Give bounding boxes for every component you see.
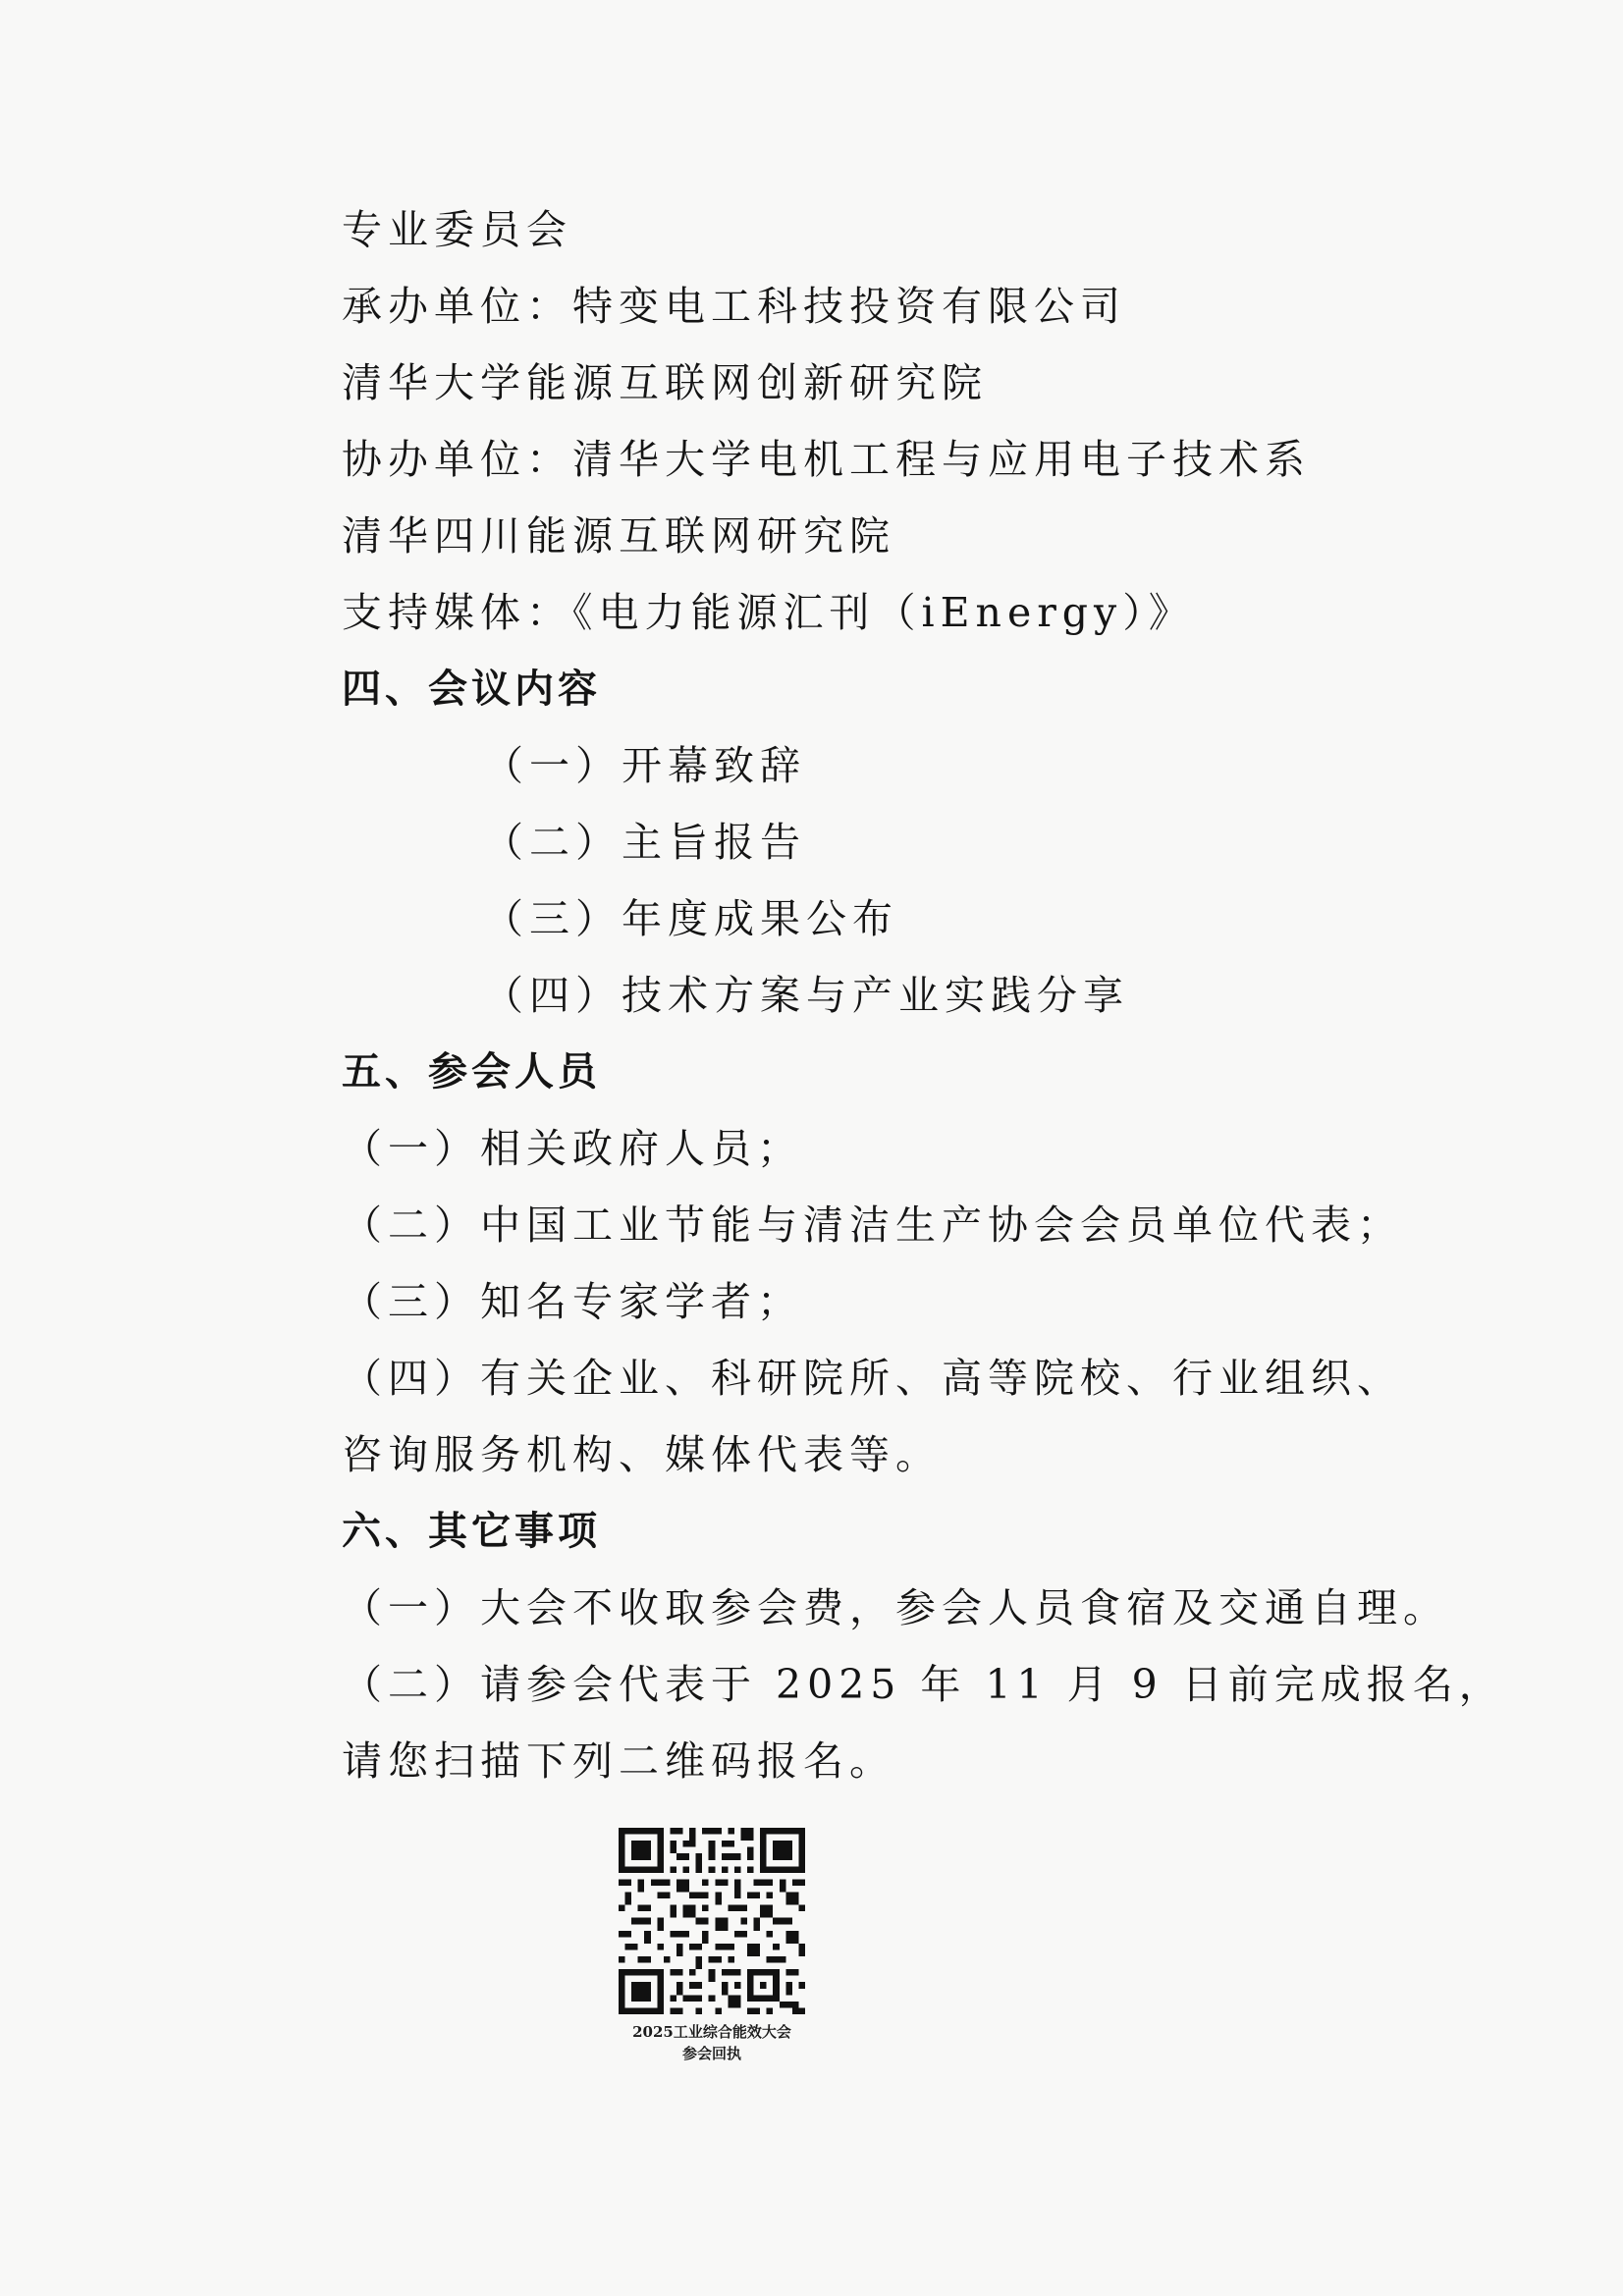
section-heading-other-matters: 六、其它事项 bbox=[342, 1509, 601, 1554]
qr-code-graphic bbox=[619, 1828, 805, 2014]
list-item: （三）年度成果公布 bbox=[483, 895, 898, 942]
text-line: 清华大学能源互联网创新研究院 bbox=[342, 359, 988, 406]
qr-caption-title: 2025工业综合能效大会 bbox=[632, 2023, 791, 2041]
list-item: （三）知名专家学者； bbox=[342, 1278, 803, 1325]
section-heading-meeting-content: 四、会议内容 bbox=[342, 667, 601, 712]
registration-qr-code[interactable] bbox=[619, 1828, 805, 2014]
list-item: （一）大会不收取参会费，参会人员食宿及交通自理。 bbox=[342, 1584, 1449, 1631]
list-item-continuation: 请您扫描下列二维码报名。 bbox=[342, 1737, 895, 1785]
media-support-line: 支持媒体：《电力能源汇刊（iEnergy）》 bbox=[342, 589, 1195, 636]
list-item: （一）开幕致辞 bbox=[483, 742, 806, 789]
host-unit-line: 承办单位：特变电工科技投资有限公司 bbox=[342, 283, 1126, 330]
list-item-continuation: 咨询服务机构、媒体代表等。 bbox=[342, 1431, 942, 1478]
list-item: （四）技术方案与产业实践分享 bbox=[483, 972, 1129, 1019]
list-item: （一）相关政府人员； bbox=[342, 1125, 803, 1172]
text-line: 清华四川能源互联网研究院 bbox=[342, 512, 895, 560]
list-item: （二）主旨报告 bbox=[483, 819, 806, 866]
section-heading-attendees: 五、参会人员 bbox=[342, 1049, 601, 1095]
text-line: 专业委员会 bbox=[342, 206, 572, 253]
co-organizer-line: 协办单位：清华大学电机工程与应用电子技术系 bbox=[342, 436, 1311, 483]
qr-caption-subtitle: 参会回执 bbox=[681, 2045, 741, 2062]
list-item: （二）中国工业节能与清洁生产协会会员单位代表； bbox=[342, 1201, 1403, 1249]
list-item: （二）请参会代表于 2025 年 11 月 9 日前完成报名， bbox=[342, 1661, 1505, 1708]
list-item: （四）有关企业、科研院所、高等院校、行业组织、 bbox=[342, 1355, 1403, 1402]
